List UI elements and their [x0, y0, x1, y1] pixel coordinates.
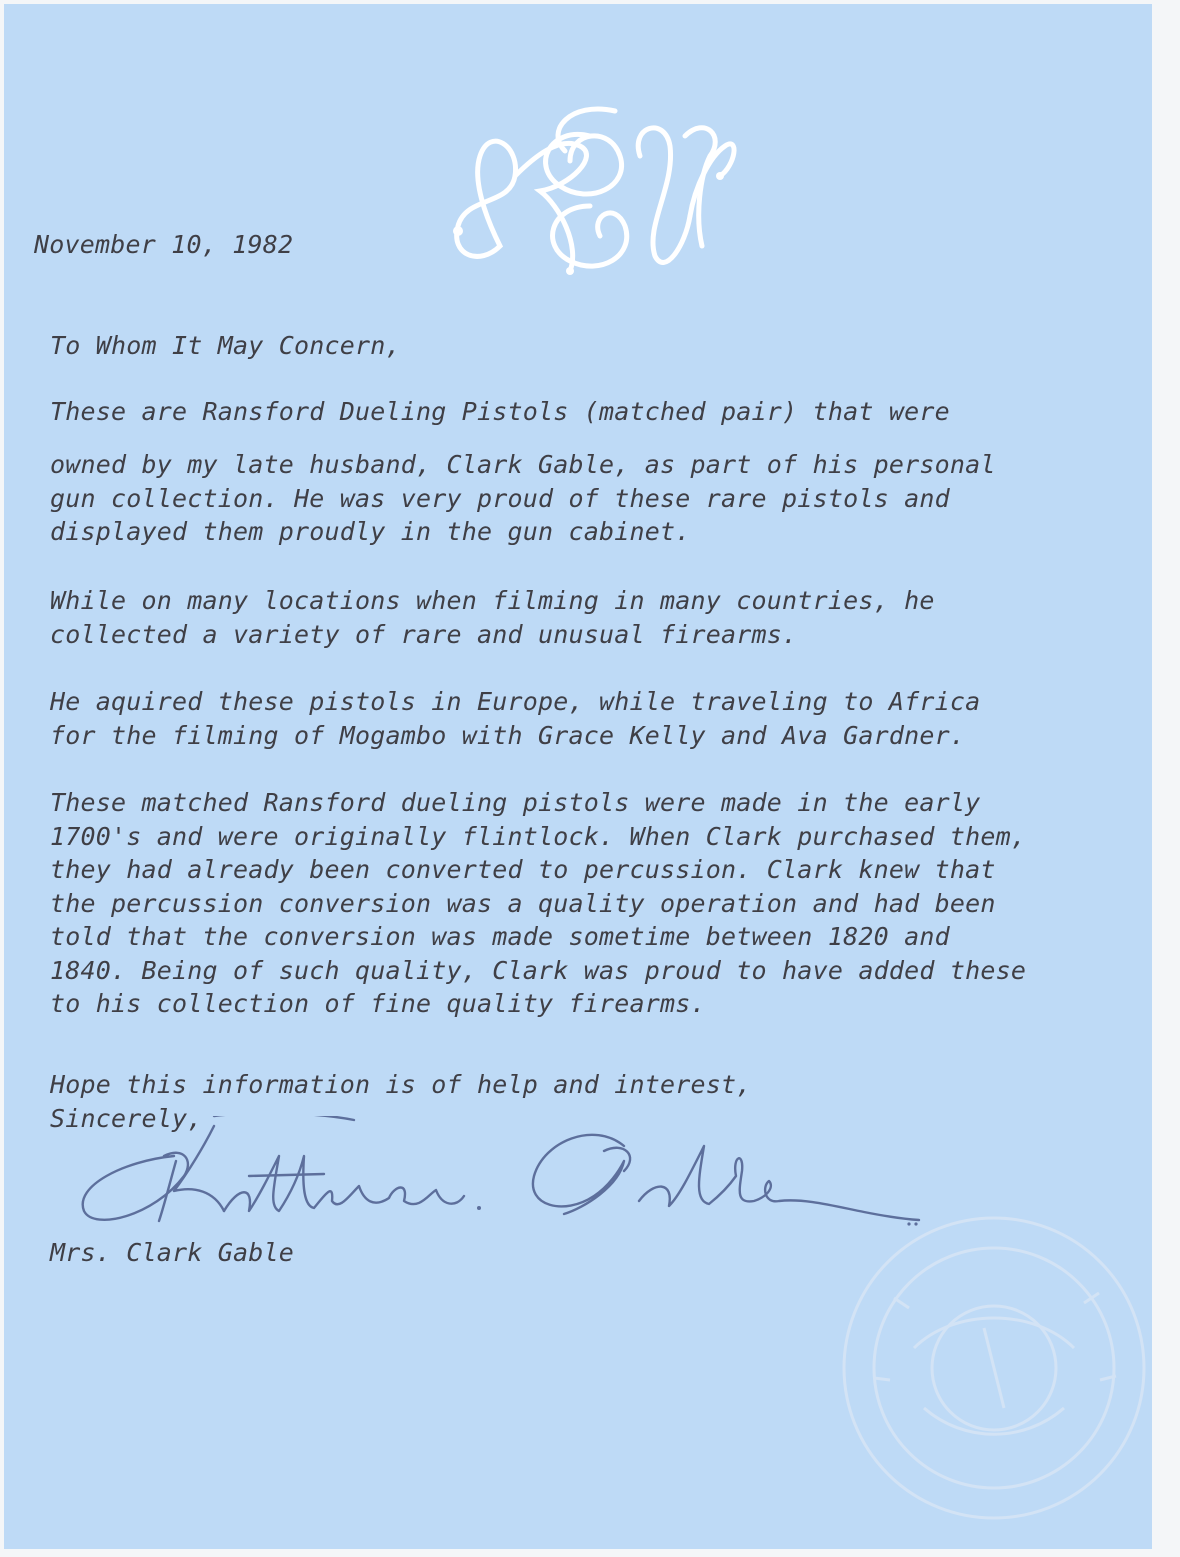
- paragraph-1-body: owned by my late husband, Clark Gable, as part of his personal gun collection. He was very proud of these rare pistols and displayed them proudly in the gun cabinet.: [50, 450, 996, 546]
- letter-page: [4, 4, 1152, 1549]
- monogram-logo: [440, 96, 740, 286]
- letter-date: November 10, 1982: [34, 230, 294, 259]
- salutation: To Whom It May Concern,: [50, 331, 401, 360]
- paragraph-1-first-line: These are Ransford Dueling Pistols (matched pair) that were: [50, 397, 950, 426]
- handwritten-signature: [64, 1116, 924, 1236]
- printed-name: Mrs. Clark Gable: [50, 1238, 295, 1267]
- paragraph-2: While on many locations when filming in many countries, he collected a variety of rare and unusual firearms.: [50, 586, 935, 649]
- embossed-seal: [834, 1208, 1152, 1528]
- paragraph-4: These matched Ransford dueling pistols were made in the early 1700's and were originally flintlock. When Clark purchased them, they had already been converted to percussion. Clark knew that the percussion conversion was a quality operation and had been told that the conversion was made sometime between 1820 and 1840. Being of such quality, Clark was proud to have added these to his collection of fine quality firearms.: [50, 788, 1027, 1018]
- closing-lines: Hope this information is of help and interest, Sincerely,: [50, 1070, 752, 1133]
- paragraph-3: He aquired these pistols in Europe, while traveling to Africa for the filming of Mogambo with Grace Kelly and Ava Gardner.: [50, 687, 981, 750]
